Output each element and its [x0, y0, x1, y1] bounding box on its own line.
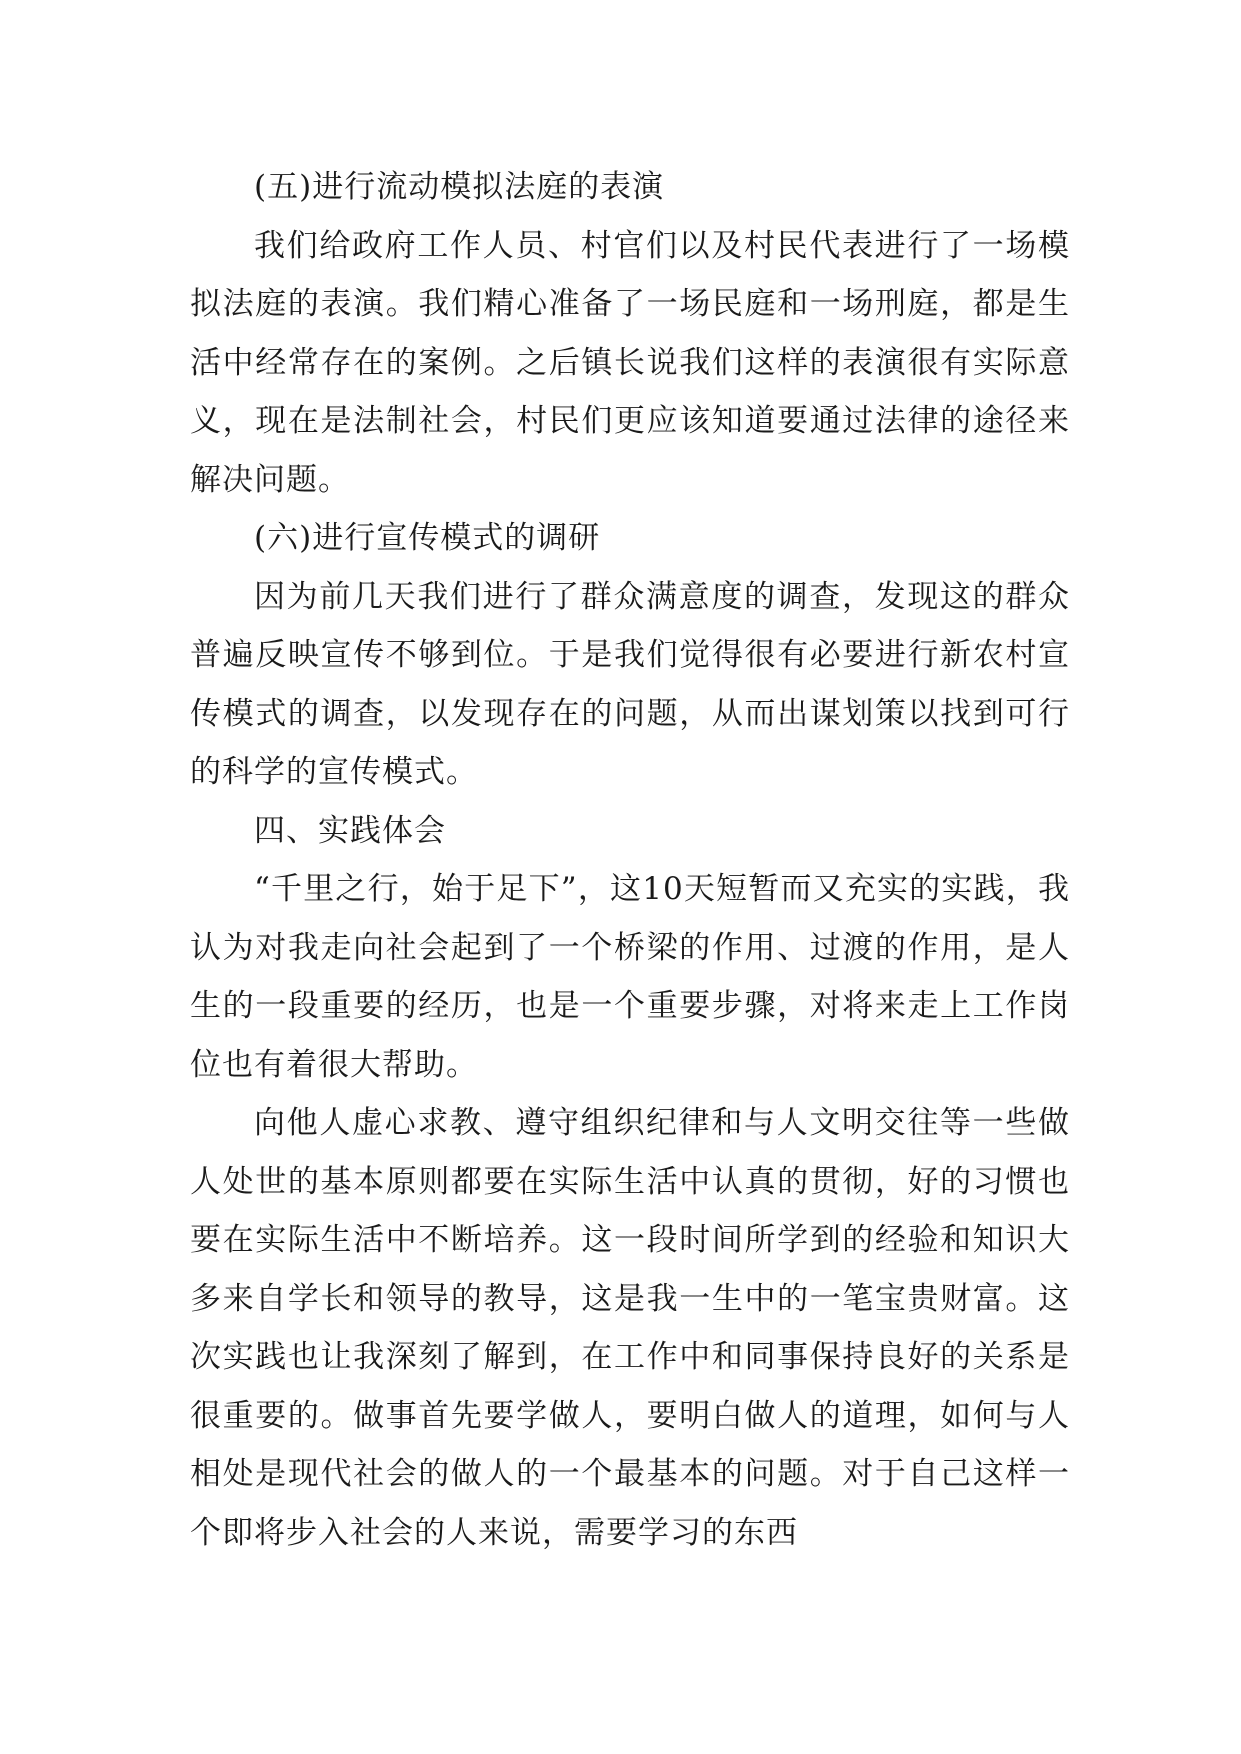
- section-heading-six: (六)进行宣传模式的调研: [254, 520, 601, 556]
- paragraph-practice-reflection: “千里之行，始于足下”，这10天短暂而又充实的实践，我认为对我走向社会起到了一个桥梁的作用、过渡的作用，是人生的一段重要的经历，也是一个重要步骤，对将来走上工作岗位也有着很大帮助。: [190, 871, 1070, 1083]
- document-body: [190, 158, 1070, 1562]
- section-heading-five: (五)进行流动模拟法庭的表演: [254, 169, 665, 205]
- paragraph-life-principles: 向他人虚心求教、遵守组织纪律和与人文明交往等一些做人处世的基本原则都要在实际生活中认真的贯彻，好的习惯也要在实际生活中不断培养。这一段时间所学到的经验和知识大多来自学长和领导的教导，这是我一生中的一笔宝贵财富。这次实践也让我深刻了解到，在工作中和同事保持良好的关系是很重要的。做事首先要学做人，要明白做人的道理，如何与人相处是现代社会的做人的一个最基本的问题。对于自己这样一个即将步入社会的人来说，需要学习的东西: [190, 1105, 1070, 1551]
- paragraph-publicity-survey: 因为前几天我们进行了群众满意度的调查，发现这的群众普遍反映宣传不够到位。于是我们觉得很有必要进行新农村宣传模式的调查，以发现存在的问题，从而出谋划策以找到可行的科学的宣传模式。: [190, 578, 1070, 790]
- paragraph-mock-court: 我们给政府工作人员、村官们以及村民代表进行了一场模拟法庭的表演。我们精心准备了一场民庭和一场刑庭，都是生活中经常存在的案例。之后镇长说我们这样的表演很有实际意义，现在是法制社会，村民们更应该知道要通过法律的途径来解决问题。: [190, 227, 1070, 498]
- section-heading-four: 四、实践体会: [254, 812, 446, 849]
